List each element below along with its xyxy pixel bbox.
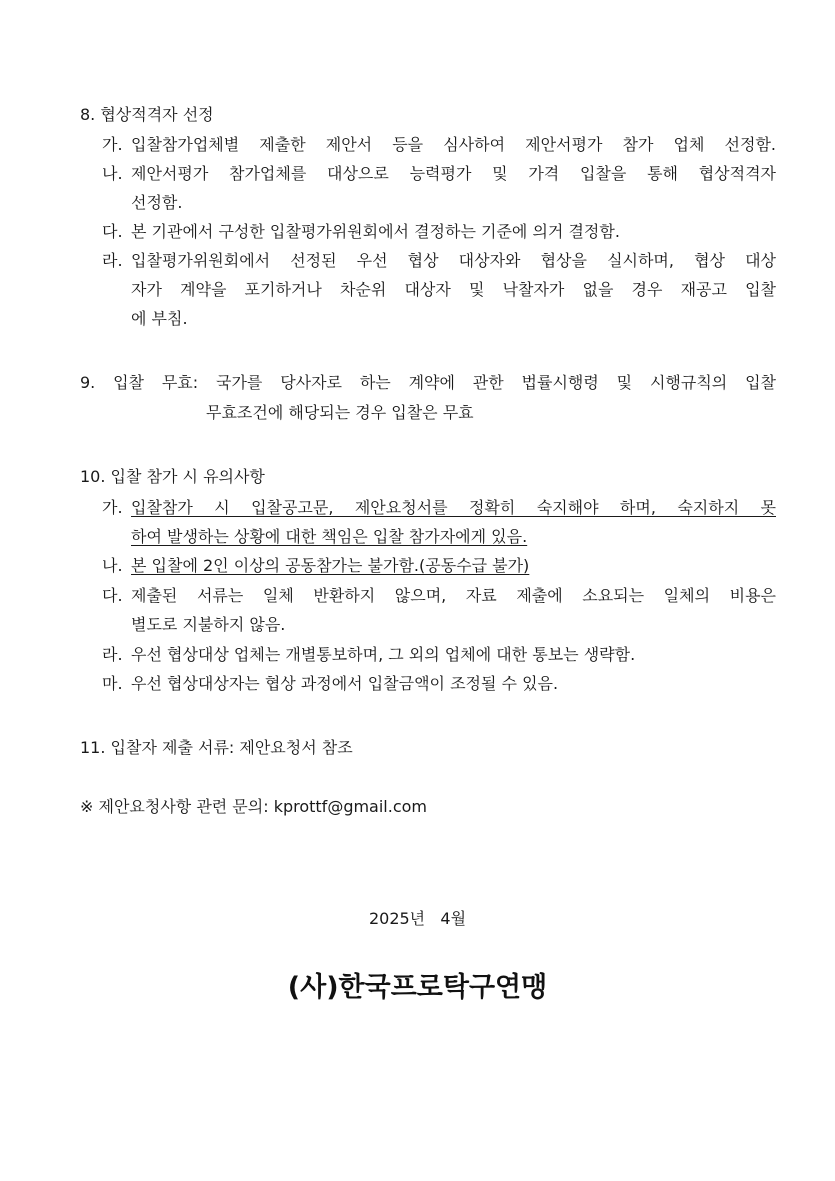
s8-ra-text-3: 에 부침.	[131, 309, 188, 328]
s8-na-text-2: 선정함.	[131, 193, 183, 212]
s10-da-marker: 다.	[102, 586, 123, 605]
s10-ga-marker: 가.	[102, 498, 123, 517]
s8-da-marker: 다.	[102, 222, 123, 241]
document-date: 2025년 4월	[368, 909, 467, 928]
s10-ga-text-1: 입찰참가 시 입찰공고문, 제안요청서를 정확히 숙지해야 하며, 숙지하지 못	[131, 498, 776, 517]
s8-ra-text-1: 입찰평가위원회에서 선정된 우선 협상 대상자와 협상을 실시하며, 협상 대상	[131, 251, 776, 270]
section-9-heading: 9. 입찰 무효: 국가를 당사자로 하는 계약에 관한 법률시행령 및 시행규칙의 입찰	[80, 373, 776, 392]
section-9-text-2: 무효조건에 해당되는 경우 입찰은 무효	[206, 403, 474, 422]
s8-na-text-1: 제안서평가 참가업체를 대상으로 능력평가 및 가격 입찰을 통해 협상적격자	[131, 164, 776, 183]
s10-da-text-2: 별도로 지불하지 않음.	[131, 615, 286, 634]
s10-da-text-1: 제출된 서류는 일체 반환하지 않으며, 자료 제출에 소요되는 일체의 비용은	[131, 586, 776, 605]
s10-ra-text: 우선 협상대상 업체는 개별통보하며, 그 외의 업체에 대한 통보는 생략함.	[131, 645, 636, 664]
s10-ma-marker: 마.	[102, 674, 123, 693]
contact-note: ※ 제안요청사항 관련 문의: kprottf@gmail.com	[80, 797, 428, 816]
s8-na-marker: 나.	[102, 164, 123, 183]
s10-ga-text-2: 하여 발생하는 상황에 대한 책임은 입찰 참가자에게 있음.	[131, 527, 528, 546]
s10-ra-marker: 라.	[102, 645, 123, 664]
s8-da-text: 본 기관에서 구성한 입찰평가위원회에서 결정하는 기준에 의거 결정함.	[131, 222, 620, 241]
s8-ra-marker: 라.	[102, 251, 123, 270]
section-10-heading: 10. 입찰 참가 시 유의사항	[80, 467, 265, 486]
s10-na-text: 본 입찰에 2인 이상의 공동참가는 불가함.(공동수급 불가)	[131, 556, 530, 575]
s10-ma-text: 우선 협상대상자는 협상 과정에서 입찰금액이 조정될 수 있음.	[131, 674, 559, 693]
s10-na-marker: 나.	[102, 556, 123, 575]
s8-ga-text: 입찰참가업체별 제출한 제안서 등을 심사하여 제안서평가 참가 업체 선정함.	[131, 135, 776, 154]
section-8-heading: 8. 협상적격자 선정	[80, 105, 214, 124]
section-11-heading: 11. 입찰자 제출 서류: 제안요청서 참조	[80, 738, 353, 757]
s8-ra-text-2: 자가 계약을 포기하거나 차순위 대상자 및 낙찰자가 없을 경우 재공고 입찰	[131, 280, 776, 299]
s8-ga-marker: 가.	[102, 135, 123, 154]
organization-name: (사)한국프로탁구연맹	[287, 972, 548, 1003]
